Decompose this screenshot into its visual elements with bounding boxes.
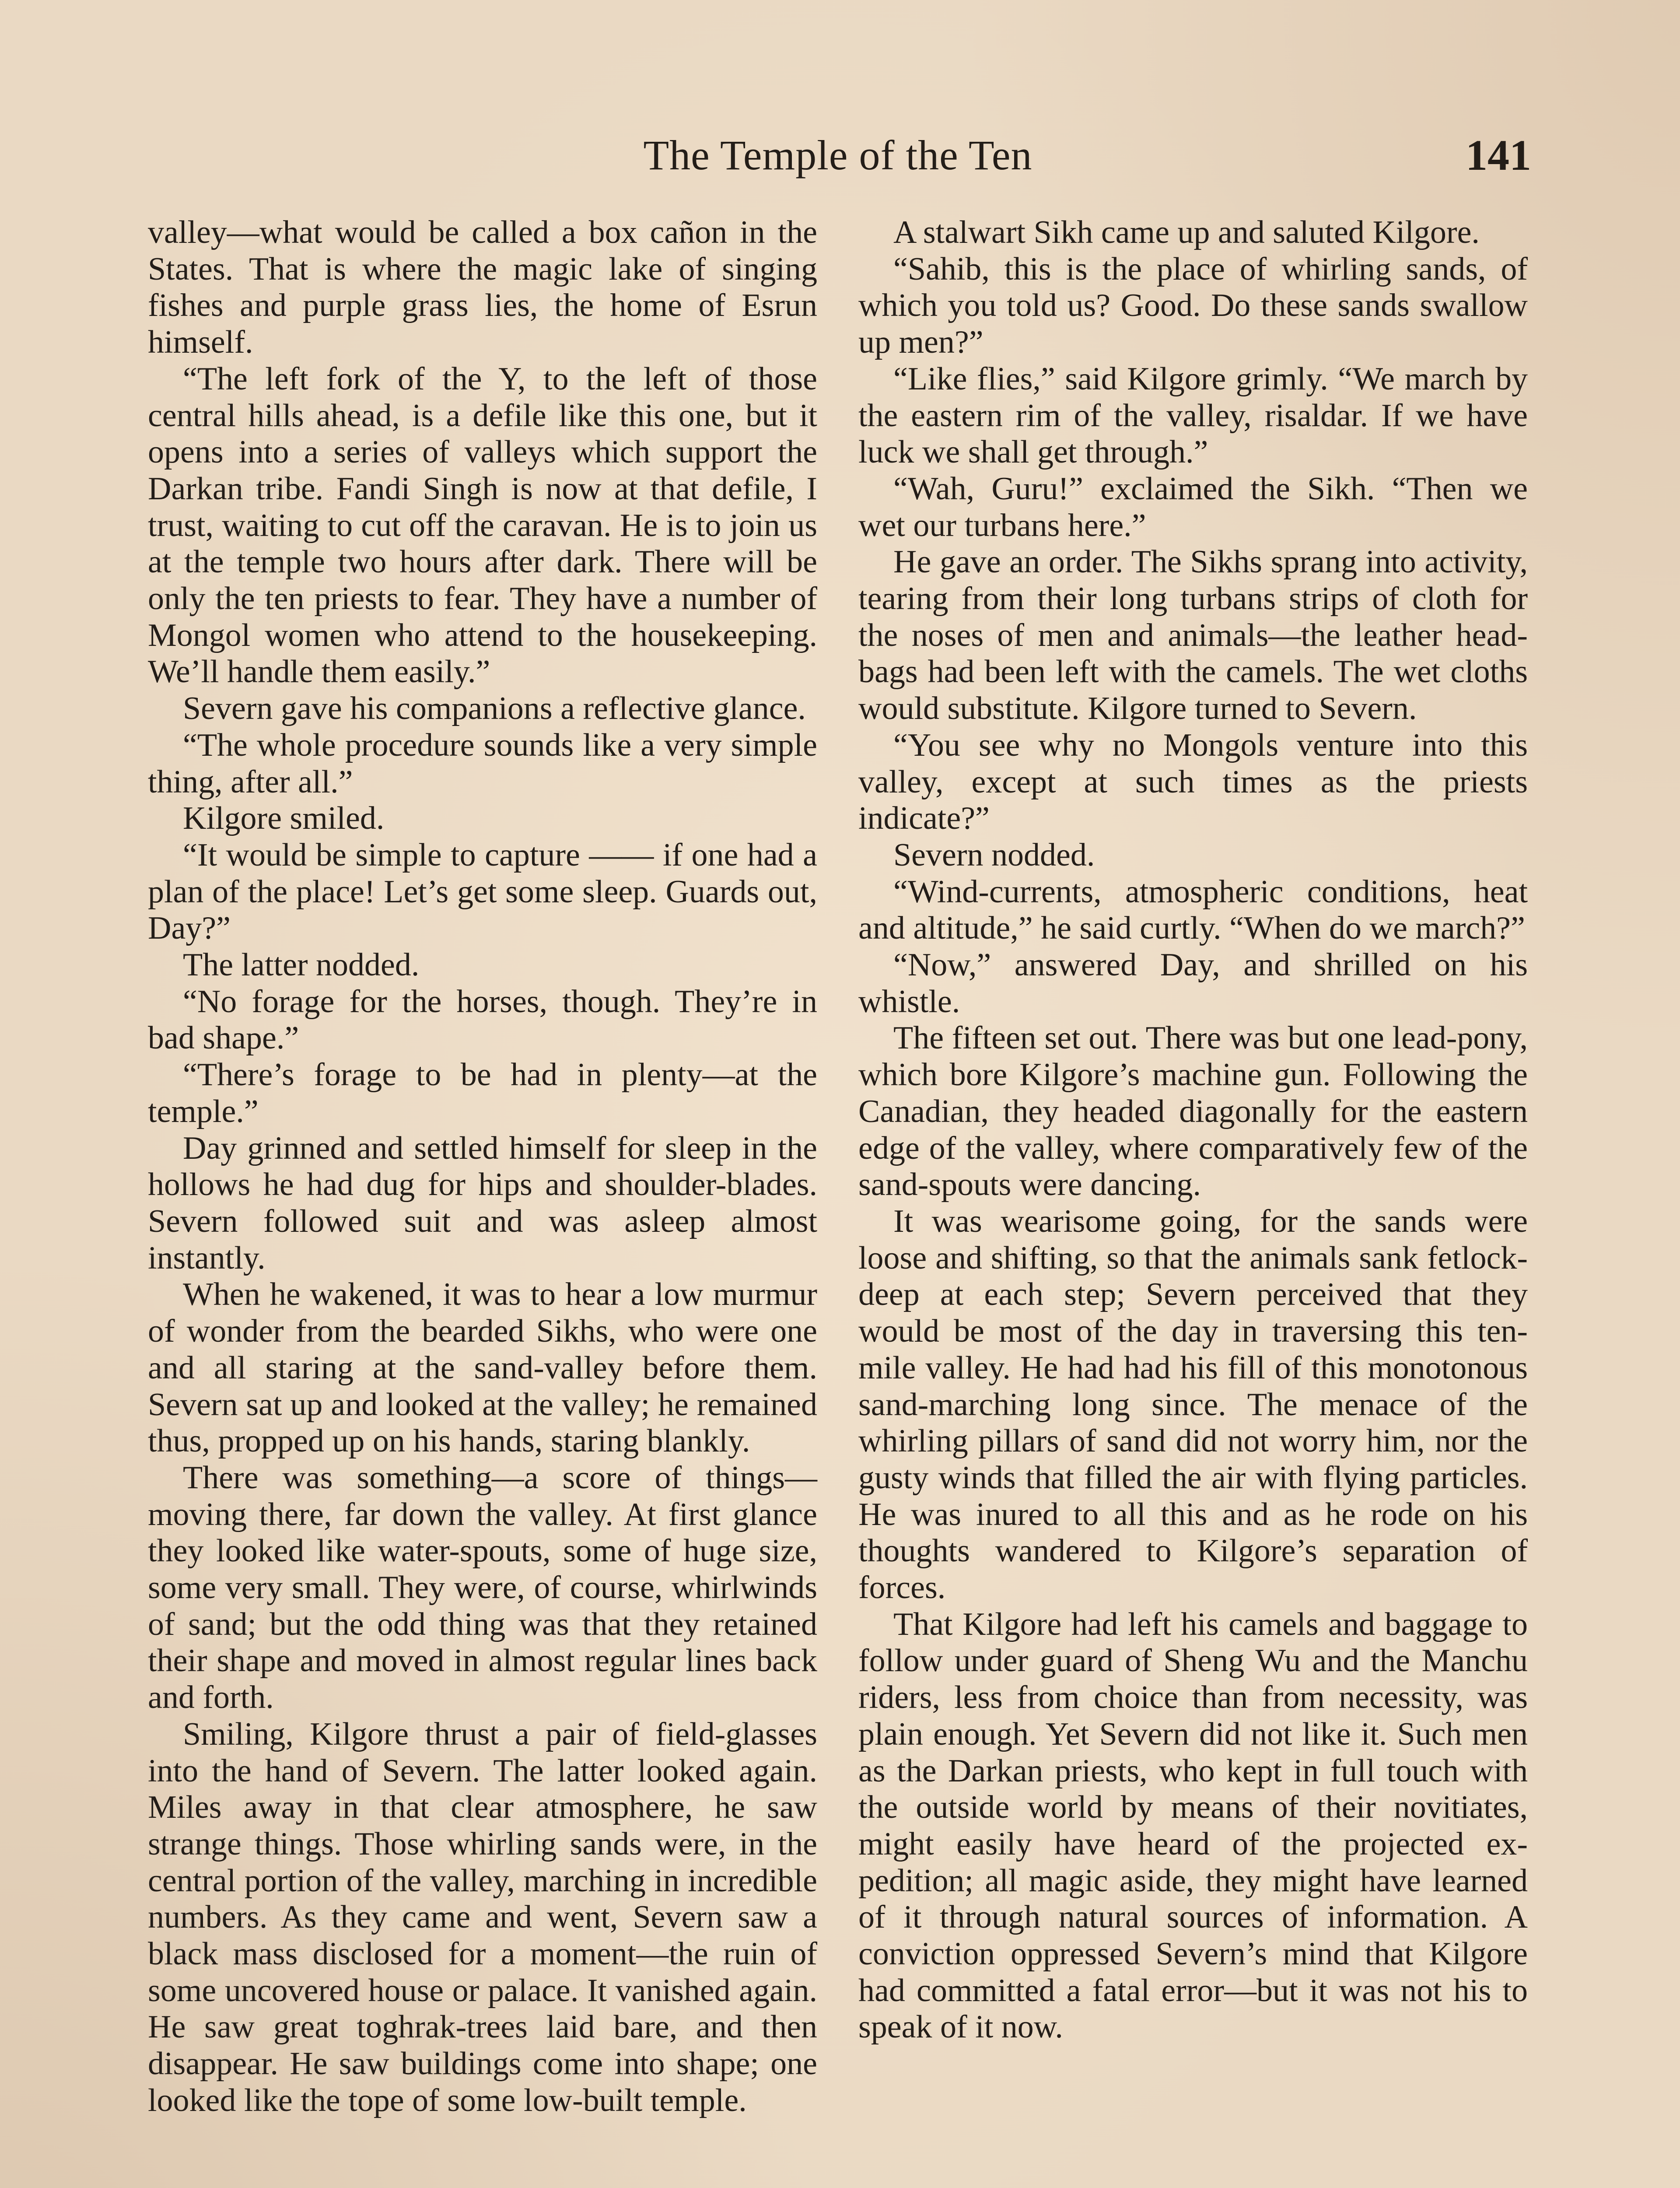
paragraph: “Sahib, this is the place of whirling sands, of which you told us? Good. Do these sands swallow up men?”	[858, 251, 1528, 361]
running-header	[144, 127, 1531, 184]
paragraph: When he wakened, it was to hear a low murmur of wonder from the bearded Sikhs, who were one and all staring at the sand-valley before them. Severn sat up and looked at the valley; he remained thus, propped up on his hands, staring blankly.	[148, 1276, 817, 1459]
paragraph: “The whole procedure sounds like a very simple thing, after all.”	[148, 727, 817, 800]
paragraph: “You see why no Mongols venture into this valley, except at such times as the priests indicate?”	[858, 727, 1528, 837]
paragraph: It was wearisome going, for the sands were loose and shifting, so that the animals sank fetlock-deep at each step; Severn perceived that they would be most of the day in traversing this ten-mile valley. He had had his fill of this monotonous sand-marching long since. The menace of the whirling pillars of sand did not worry him, nor the gusty winds that filled the air with flying particles. He was inured to all this and as he rode on his thoughts wandered to Kilgore’s separation of forces.	[858, 1203, 1528, 1606]
paragraph: “Wah, Guru!” exclaimed the Sikh. “Then we wet our turbans here.”	[858, 470, 1528, 543]
paragraph: Severn nodded.	[893, 837, 1095, 873]
paragraph: He gave an order. The Sikhs sprang into activity, tearing from their long turbans strips of cloth for the noses of men and animals—the leather head-bags had been left with the camels. The wet cloths would substitute. Kilgore turned to Severn.	[858, 544, 1528, 727]
paragraph: valley—what would be called a box cañon in the States. That is where the magic lake of singing fishes and purple grass lies, the home of Esrun himself.	[148, 214, 817, 361]
chapter-title: The Temple of the Ten	[643, 132, 1032, 179]
paragraph: The fifteen set out. There was but one lead-pony, which bore Kilgore’s machine gun. Following the Canadian, they headed diagonally for the eastern edge of the valley, where comparatively few of the sand-spouts were dancing.	[858, 1020, 1528, 1203]
paragraph: “It would be simple to capture —— if one had a plan of the place! Let’s get some sleep. Guards out, Day?”	[148, 837, 817, 947]
left-text-column	[148, 214, 817, 2119]
paragraph: Day grinned and settled himself for sleep in the hollows he had dug for hips and shoulder-blades. Severn followed suit and was asleep almost instantly.	[148, 1130, 817, 1276]
paragraph: “Wind-currents, atmospheric conditions, heat and altitude,” he said curtly. “When do we march?”	[858, 873, 1528, 947]
right-text-column	[858, 214, 1528, 2046]
paragraph: A stalwart Sikh came up and saluted Kilgore.	[893, 214, 1480, 250]
paragraph: Severn gave his companions a reflective glance.	[183, 691, 806, 727]
paragraph: “Like flies,” said Kilgore grimly. “We march by the eastern rim of the valley, risaldar. If we have luck we shall get through.”	[858, 361, 1528, 470]
paragraph: There was something—a score of things—moving there, far down the valley. At first glance they looked like water-spouts, some of huge size, some very small. They were, of course, whirlwinds of sand; but the odd thing was that they retained their shape and moved in almost regular lines back and forth.	[148, 1459, 817, 1716]
paragraph: “No forage for the horses, though. They’re in bad shape.”	[148, 983, 817, 1056]
paragraph: The latter nodded.	[183, 947, 420, 983]
paragraph: Kilgore smiled.	[183, 800, 385, 837]
page-number: 141	[1466, 131, 1531, 179]
paragraph: Smiling, Kilgore thrust a pair of field-glasses into the hand of Severn. The latter looked again. Miles away in that clear atmosphere, he saw strange things. Those whirling sands were, in the central portion of the valley, marching in incredible numbers. As they came and went, Severn saw a black mass disclosed for a moment—the ruin of some uncovered house or palace. It vanished again. He saw great toghrak-trees laid bare, and then disappear. He saw buildings come into shape; one looked like the tope of some low-built temple.	[148, 1716, 817, 2118]
paragraph: “The left fork of the Y, to the left of those central hills ahead, is a defile like this one, but it opens into a series of valleys which support the Darkan tribe. Fandi Singh is now at that defile, I trust, waiting to cut off the caravan. He is to join us at the temple two hours after dark. There will be only the ten priests to fear. They have a number of Mongol women who attend to the housekeeping. We’ll handle them easily.”	[148, 361, 817, 690]
paragraph: “There’s forage to be had in plenty—at the temple.”	[148, 1057, 817, 1129]
paragraph: “Now,” answered Day, and shrilled on his whistle.	[858, 947, 1528, 1020]
paragraph: That Kilgore had left his camels and baggage to follow under guard of Sheng Wu and the Manchu riders, less from choice than from necessity, was plain enough. Yet Severn did not like it. Such men as the Darkan priests, who kept in full touch with the outside world by means of their novitiates, might easily have heard of the projected expedition; all magic aside, they might have learned of it through natural sources of information. A conviction oppressed Severn’s mind that Kilgore had committed a fatal error—but it was not his to speak of it now.	[858, 1606, 1528, 2045]
